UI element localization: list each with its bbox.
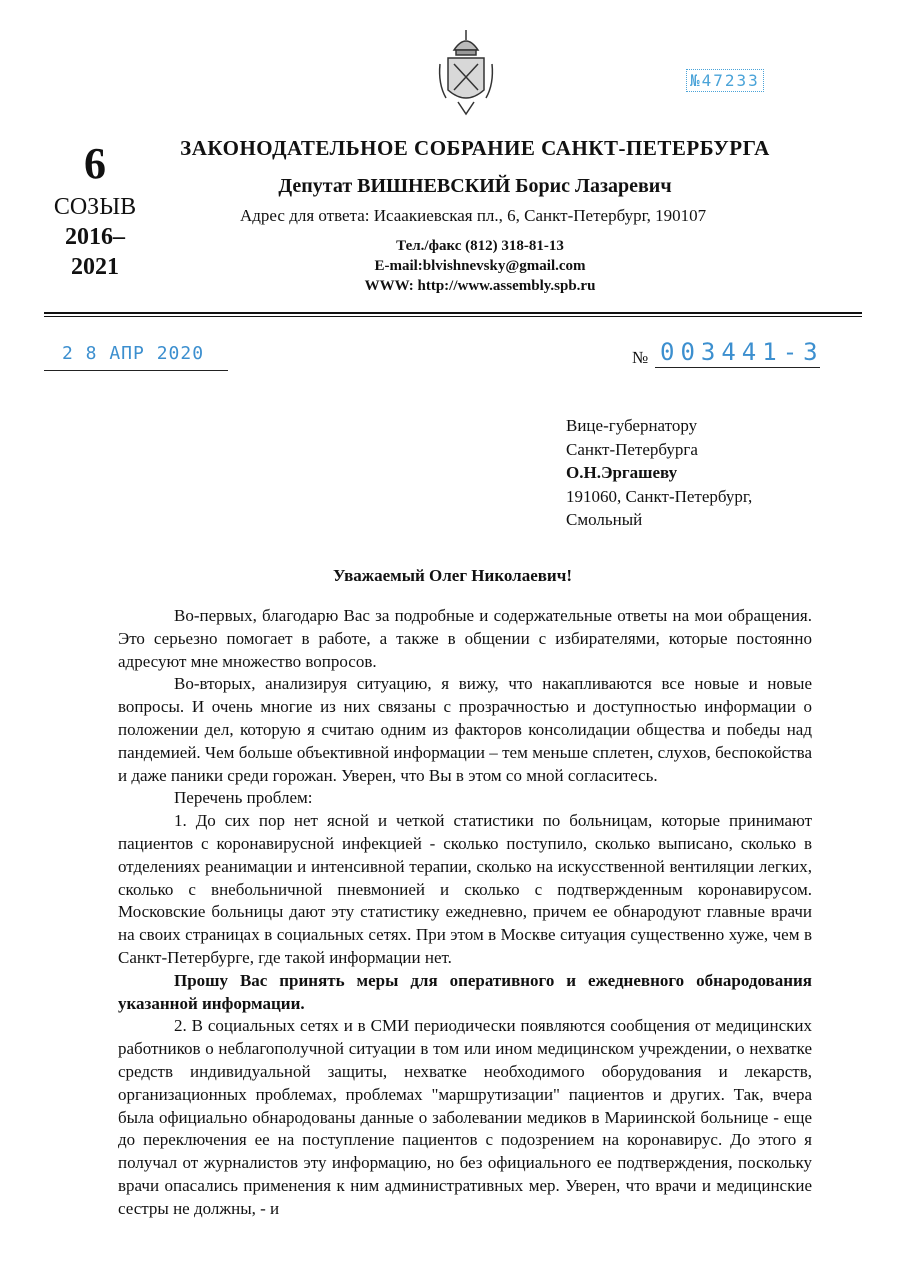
paragraph-2: Во-вторых, анализируя ситуацию, я вижу, что накапливаются все новые и новые вопросы. И очень многие из них связаны с прозрачностью и доступностью информации о положении дел, которую я считаю одним из факторов консолидации общества и победы над пандемией. Чем больше объективной информации – тем меньше сплетен, слухов, беспокойства и даже паники среди горожан. Уверен, что Вы в этом со мной согласитесь. — [118, 674, 812, 785]
organization-title: ЗАКОНОДАТЕЛЬНОЕ СОБРАНИЕ САНКТ-ПЕТЕРБУРГА — [180, 136, 770, 160]
convocation-word: СОЗЫВ — [53, 194, 137, 220]
header-rule-thick — [44, 312, 862, 314]
paragraph-request: Прошу Вас принять меры для оперативного и ежедневного обнародования указанной информации. — [118, 970, 812, 1013]
salutation: Уважаемый Олег Николаевич! — [333, 566, 572, 585]
recipient-building: Смольный — [566, 510, 643, 529]
date-underline — [44, 370, 228, 371]
phone-line: Тел./факс (812) 318-81-13 — [396, 238, 564, 254]
paragraph-3: Перечень проблем: — [174, 788, 313, 808]
paragraph-4: 1. До сих пор нет ясной и четкой статистики по больницам, которые принимают пациентов с коронавирусной инфекцией - сколько поступило, сколько выписано, сколько в отделениях реанимации и интенсивной терапии, сколько на искусственной вентиляции легких, сколько с внебольничной пневмонией и сколько с подтвержденным коронавирусом. Московские больницы дают эту статистику ежедневно, причем ее обнародуют главные врачи на своих страницах в социальных сетях. При этом в Москве ситуация существенно хуже, чем в Санкт-Петербурге, где такой информации нет. — [118, 811, 812, 967]
www-line: WWW: http://www.assembly.spb.ru — [364, 278, 596, 294]
letter-body — [118, 605, 812, 1221]
number-underline — [655, 367, 820, 368]
convocation-years-start: 2016– — [65, 224, 125, 250]
convocation-number: 6 — [84, 139, 106, 188]
registration-stamp: №47233 — [686, 69, 764, 92]
recipient-block — [566, 414, 752, 532]
convocation-years-end: 2021 — [71, 254, 119, 280]
recipient-city: Санкт-Петербурга — [566, 439, 698, 459]
convocation-block — [50, 140, 140, 282]
number-label: № — [632, 348, 649, 367]
header-rule-thin — [44, 316, 862, 317]
deputy-name: Депутат ВИШНЕВСКИЙ Борис Лазаревич — [278, 175, 672, 197]
paragraph-5: 2. В социальных сетях и в СМИ периодически появляются сообщения от медицинских работников о неблагополучной ситуации в том или ином медицинском учреждении, о нехватке средств индивидуальной защиты, нехватке необходимого оборудования и лекарств, организационных проблемах, проблемах "маршрутизации" пациентов и других. Так, вчера была официально обнародованы данные о заболевании медиков в Мариинской больнице - еще до переключения ее на поступление пациентов с подозрением на коронавирус. До этого я получал от журналистов эту информацию, но без официального ее подтверждения, поскольку врачи опасались применения к ним административных мер. Уверен, что врачи и медицинские сестры не должны, - и — [118, 1016, 812, 1218]
reply-address: Адрес для ответа: Исаакиевская пл., 6, Санкт-Петербург, 190107 — [240, 206, 707, 225]
date-stamp: 2 8 АПР 2020 — [62, 343, 205, 364]
coat-of-arms-emblem — [436, 28, 496, 116]
paragraph-1: Во-первых, благодарю Вас за подробные и содержательные ответы на мои обращения. Это серьезно помогает в работе, а также в общении с избирателями, которые постоянно адресуют мне множество вопросов. — [118, 606, 812, 671]
recipient-name: О.Н.Эргашеву — [566, 463, 678, 482]
email-line: E-mail:blvishnevsky@gmail.com — [374, 258, 586, 274]
recipient-postal: 191060, Санкт-Петербург, — [566, 486, 753, 506]
recipient-title: Вице-губернатору — [566, 416, 698, 435]
document-number: 003441-3 — [660, 338, 824, 366]
